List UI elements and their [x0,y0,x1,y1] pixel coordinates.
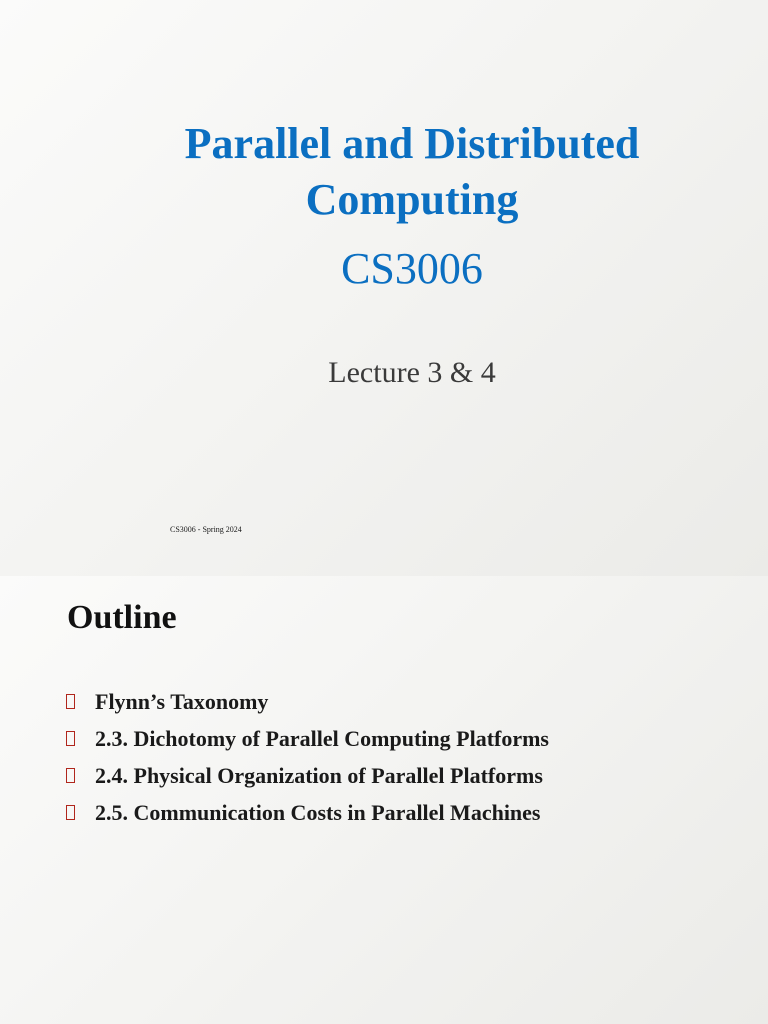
lecture-subtitle: Lecture 3 & 4 [328,356,496,389]
square-bullet-icon [66,768,75,783]
list-item-text: Flynn’s Taxonomy [95,688,269,714]
course-code: CS3006 [341,244,483,293]
outline-slide [0,576,768,1024]
list-item [66,720,549,757]
slide-title [80,116,744,228]
outline-heading: Outline [67,599,177,636]
slide-footer: CS3006 - Spring 2024 [170,525,242,534]
slide-title-line-2: Computing [305,175,519,224]
list-item-text: 2.3. Dichotomy of Parallel Computing Platforms [95,725,549,751]
list-item [66,794,549,831]
list-item [66,757,549,794]
list-item-text: 2.5. Communication Costs in Parallel Machines [95,799,541,825]
slide-title-line-1: Parallel and Distributed [184,119,640,168]
square-bullet-icon [66,694,75,709]
square-bullet-icon [66,731,75,746]
outline-list [66,683,549,831]
list-item [66,683,549,720]
square-bullet-icon [66,805,75,820]
list-item-text: 2.4. Physical Organization of Parallel Platforms [95,762,543,788]
